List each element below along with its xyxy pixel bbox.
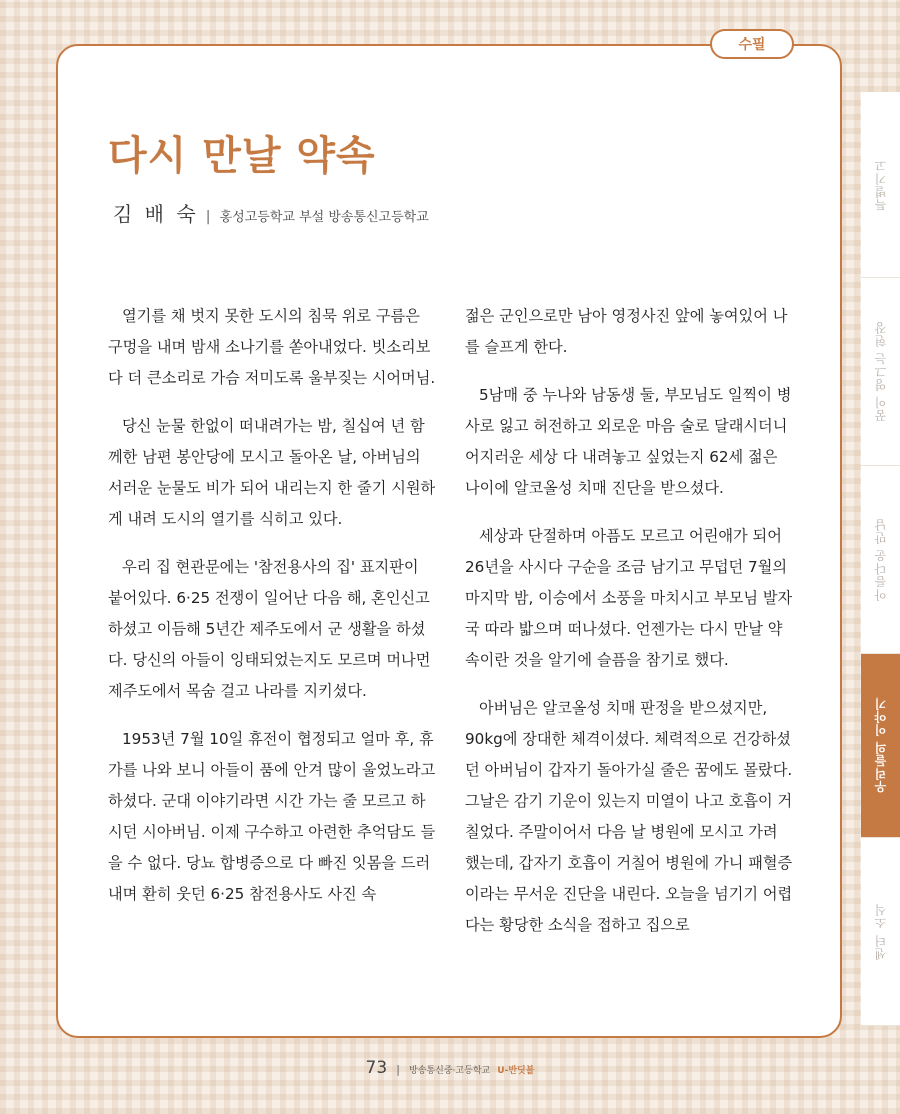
byline	[113, 198, 429, 227]
paragraph: 우리 집 현관문에는 '참전용사의 집' 표지판이 붙어있다. 6·25 전쟁이 일어난 다음 해, 혼인신고하셨고 이듬해 5년간 제주도에서 군 생활을 하셨다. 당신의 아들이 잉태되었는지도 모르며 머나먼 제주도에서 목숨 걸고 나라를 지키셨다.	[108, 558, 431, 700]
right-column	[465, 301, 793, 958]
side-tab-label: 꿈이 영그는 현장	[874, 321, 888, 422]
footer-separator: |	[396, 1063, 400, 1076]
paragraph: 1953년 7월 10일 휴전이 협정되고 얼마 후, 휴가를 나와 보니 아들이 품에 안겨 많이 울었노라고 하셨다. 군대 이야기라면 시간 가는 줄 모르고 하시던 시아버님. 이제 구수하고 아련한 추억담도 들을 수 없다. 당뇨 합병증으로 다 빠진 잇몸을 드러내며 환히 웃던 6·25 참전용사도 사진 속	[108, 730, 436, 903]
side-tab-special-contribution[interactable]	[861, 92, 900, 278]
side-tab-label: 우리들의 이야기	[874, 697, 888, 794]
side-tab-dream-field[interactable]	[861, 278, 900, 466]
page-number: 73	[365, 1058, 388, 1078]
paragraph: 5남매 중 누나와 남동생 둘, 부모님도 일찍이 병사로 잃고 허전하고 외로운 마음 술로 달래시더니 어지러운 세상 다 내려놓고 싶었는지 62세 젊은 나이에 알코올성 치매 진단을 받으셨다.	[465, 386, 792, 497]
side-tab-label: 특별기고	[874, 158, 888, 211]
side-tab-label: 센터 소식	[874, 903, 888, 960]
side-tab-label: 아름다운 만남	[874, 518, 888, 601]
paragraph: 열기를 채 벗지 못한 도시의 침묵 위로 구름은 구멍을 내며 밤새 소나기를 쏟아내었다. 빗소리보다 더 큰소리로 가슴 저미도록 울부짖는 시어머님.	[108, 307, 436, 387]
category-tag: 수필	[710, 29, 794, 59]
side-tab-our-stories[interactable]	[861, 654, 900, 838]
byline-separator: |	[205, 209, 211, 225]
footer-magazine: U-반딧불	[497, 1066, 535, 1076]
footer-school: 방송통신중·고등학교	[409, 1066, 491, 1076]
left-column	[108, 301, 436, 927]
paragraph: 당신 눈물 한없이 떠내려가는 밤, 칠십여 년 함께한 남편 봉안당에 모시고 돌아온 날, 아버님의 서러운 눈물도 비가 되어 내리는지 한 줄기 시원하게 내려 도시의 열기를 식히고 있다.	[108, 417, 436, 528]
paragraph: 세상과 단절하며 아픔도 모르고 어린애가 되어 26년을 사시다 구순을 조금 남기고 무덥던 7월의 마지막 밤, 이승에서 소풍을 마치시고 부모님 발자국 따라 밟으며 떠나셨다. 언젠가는 다시 만날 약속이란 것을 알기에 슬픔을 참기로 했다.	[465, 527, 793, 669]
paragraph: 젊은 군인으로만 남아 영정사진 앞에 놓여있어 나를 슬프게 한다.	[465, 307, 788, 356]
side-tab-beautiful-meeting[interactable]	[861, 466, 900, 654]
article-title: 다시 만날 약속	[108, 132, 376, 179]
author-name: 김 배 숙	[113, 202, 199, 226]
paragraph: 아버님은 알코올성 치매 판정을 받으셨지만, 90kg에 장대한 체격이셨다. 체력적으로 건강하셨던 아버님이 갑자기 돌아가실 줄은 꿈에도 몰랐다. 그날은 감기 기운이 있는지 미열이 나고 호흡이 거칠었다. 주말이어서 다음 날 병원에 모시고 가려 했는데, 갑자기 호흡이 거칠어 병원에 가니 패혈증이라는 무서운 진단을 내린다. 오늘을 넘기기 어렵다는 황당한 소식을 접하고 집으로	[465, 699, 793, 934]
author-affiliation: 홍성고등학교 부설 방송통신고등학교	[219, 210, 429, 225]
side-tab-center-news[interactable]	[861, 838, 900, 1026]
page-footer	[0, 1058, 900, 1078]
